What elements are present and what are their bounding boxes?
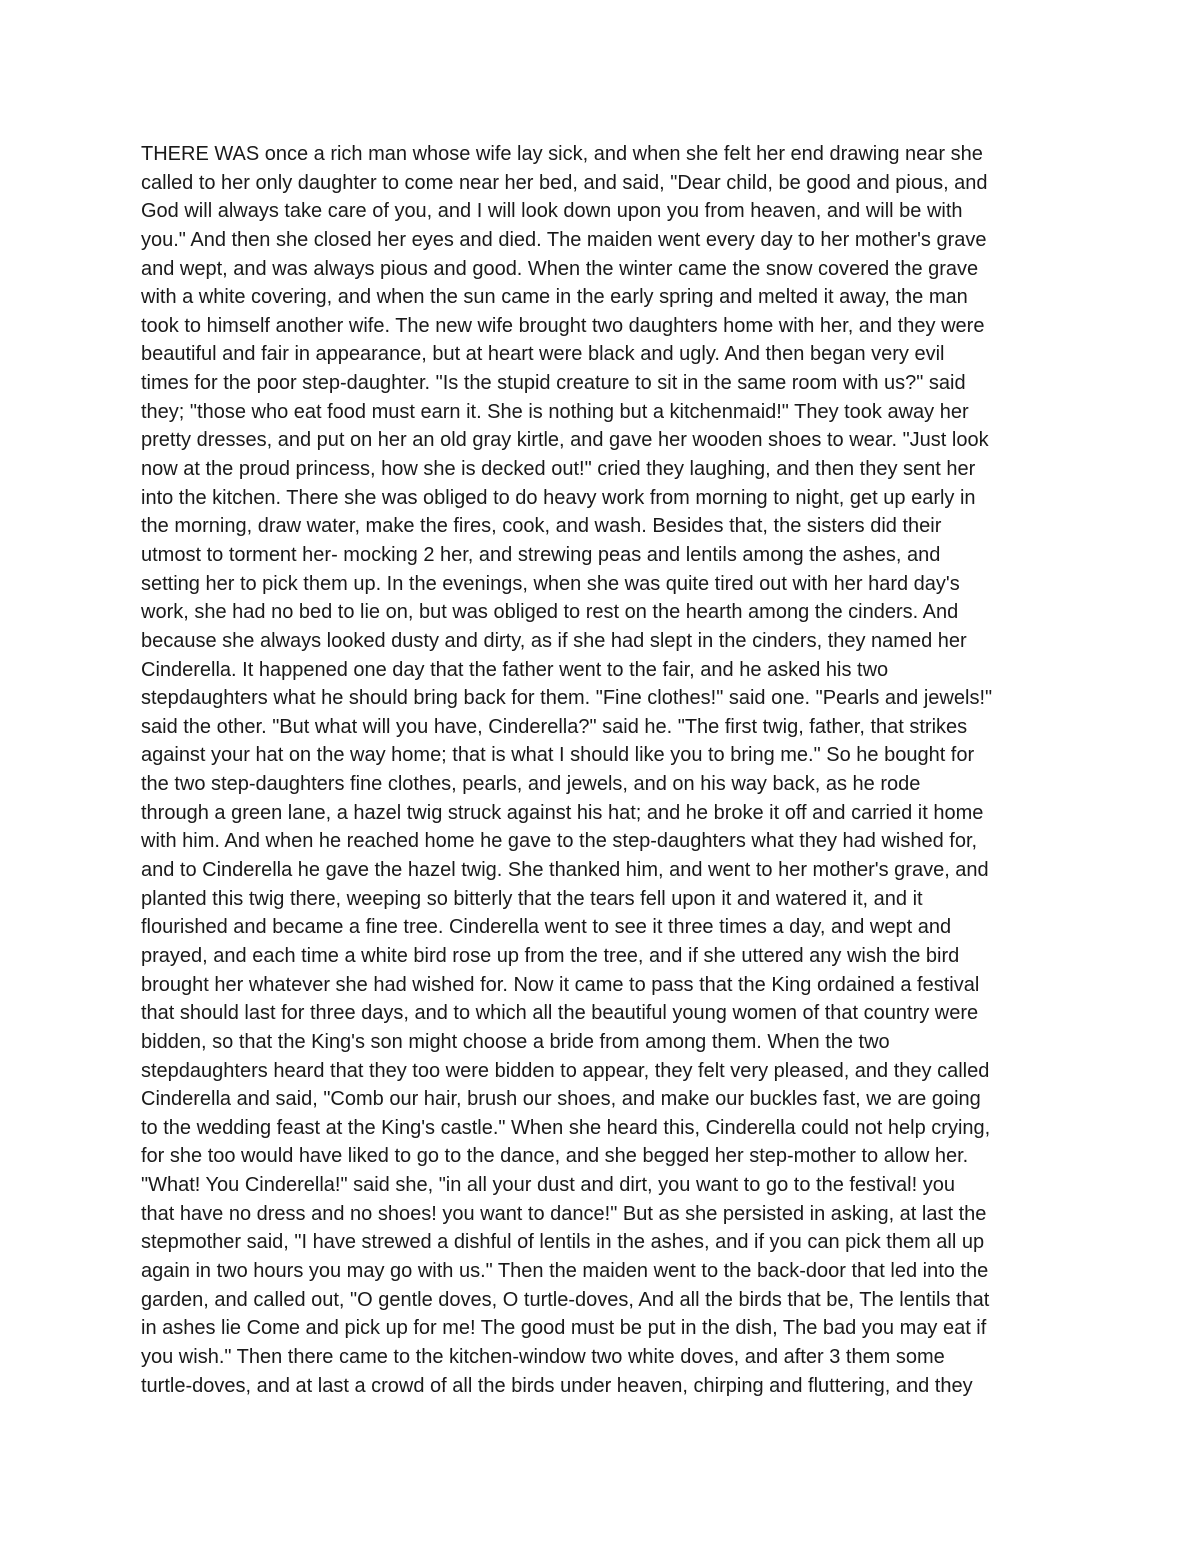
text-line: stepdaughters what he should bring back for them. "Fine clothes!" said one. "Pearls and jewels!" bbox=[141, 687, 993, 710]
text-line: work, she had no bed to lie on, but was obliged to rest on the hearth among the cinders. And bbox=[141, 601, 959, 624]
text-line: "What! You Cinderella!" said she, "in all your dust and dirt, you want to go to the festival! you bbox=[141, 1174, 955, 1197]
text-line: turtle-doves, and at last a crowd of all the birds under heaven, chirping and fluttering, and they bbox=[141, 1374, 973, 1397]
text-line: garden, and called out, "O gentle doves, O turtle-doves, And all the birds that be, The lentils that bbox=[141, 1288, 990, 1311]
text-line: Cinderella. It happened one day that the father went to the fair, and he asked his two bbox=[141, 658, 889, 681]
text-line: brought her whatever she had wished for. Now it came to pass that the King ordained a festival bbox=[141, 973, 980, 996]
text-line: into the kitchen. There she was obliged to do heavy work from morning to night, get up early in bbox=[141, 486, 976, 509]
text-line: you wish." Then there came to the kitchen-window two white doves, and after 3 them some bbox=[141, 1345, 945, 1368]
text-line: because she always looked dusty and dirty, as if she had slept in the cinders, they named her bbox=[141, 629, 967, 652]
text-line: the morning, draw water, make the fires, cook, and wash. Besides that, the sisters did their bbox=[141, 515, 942, 538]
text-line: bidden, so that the King's son might choose a bride from among them. When the two bbox=[141, 1030, 890, 1053]
text-line: called to her only daughter to come near her bed, and said, "Dear child, be good and pious, and bbox=[141, 171, 988, 194]
text-line: with him. And when he reached home he gave to the step-daughters what they had wished for, bbox=[141, 830, 978, 853]
text-line: pretty dresses, and put on her an old gray kirtle, and gave her wooden shoes to wear. "Just look bbox=[141, 429, 989, 452]
text-line: against your hat on the way home; that is what I should like you to bring me." So he bought for bbox=[141, 744, 975, 767]
text-line: said the other. "But what will you have, Cinderella?" said he. "The first twig, father, that strikes bbox=[141, 715, 968, 738]
text-line: flourished and became a fine tree. Cinderella went to see it three times a day, and wept and bbox=[141, 916, 952, 939]
text-line: prayed, and each time a white bird rose up from the tree, and if she uttered any wish the bird bbox=[141, 944, 960, 967]
text-line: the two step-daughters fine clothes, pearls, and jewels, and on his way back, as he rode bbox=[141, 773, 921, 796]
text-line: stepdaughters heard that they too were bidden to appear, they felt very pleased, and they called bbox=[141, 1059, 990, 1082]
text-line: that have no dress and no shoes! you want to dance!" But as she persisted in asking, at last the bbox=[141, 1202, 987, 1225]
text-line: and wept, and was always pious and good. When the winter came the snow covered the grave bbox=[141, 257, 979, 280]
text-line: for she too would have liked to go to the dance, and she begged her step-mother to allow her. bbox=[141, 1145, 969, 1168]
text-line: in ashes lie Come and pick up for me! The good must be put in the dish, The bad you may eat if bbox=[141, 1317, 987, 1340]
text-line: they; "those who eat food must earn it. She is nothing but a kitchenmaid!" They took away her bbox=[141, 400, 969, 423]
text-line: to the wedding feast at the King's castle." When she heard this, Cinderella could not help crying, bbox=[141, 1116, 991, 1139]
text-line: beautiful and fair in appearance, but at heart were black and ugly. And then began very evil bbox=[141, 343, 945, 366]
text-line: took to himself another wife. The new wife brought two daughters home with her, and they were bbox=[141, 314, 985, 337]
text-line: planted this twig there, weeping so bitterly that the tears fell upon it and watered it, and it bbox=[141, 887, 923, 910]
text-line: you." And then she closed her eyes and died. The maiden went every day to her mother's grave bbox=[141, 228, 987, 251]
text-line: that should last for three days, and to which all the beautiful young women of that country were bbox=[141, 1002, 979, 1025]
text-line: THERE WAS once a rich man whose wife lay sick, and when she felt her end drawing near she bbox=[141, 143, 983, 165]
body-text bbox=[141, 140, 1061, 1400]
text-line: setting her to pick them up. In the evenings, when she was quite tired out with her hard day's bbox=[141, 572, 960, 595]
text-line: through a green lane, a hazel twig struck against his hat; and he broke it off and carried it home bbox=[141, 801, 984, 824]
text-line: again in two hours you may go with us." Then the maiden went to the back-door that led into the bbox=[141, 1259, 989, 1282]
text-line: utmost to torment her- mocking 2 her, and strewing peas and lentils among the ashes, and bbox=[141, 543, 941, 566]
text-line: times for the poor step-daughter. "Is the stupid creature to sit in the same room with us?" said bbox=[141, 372, 966, 395]
text-line: Cinderella and said, "Comb our hair, brush our shoes, and make our buckles fast, we are going bbox=[141, 1088, 981, 1111]
text-line: stepmother said, "I have strewed a dishful of lentils in the ashes, and if you can pick them all up bbox=[141, 1231, 985, 1254]
text-line: and to Cinderella he gave the hazel twig. She thanked him, and went to her mother's grave, and bbox=[141, 859, 989, 882]
text-line: now at the proud princess, how she is decked out!" cried they laughing, and then they sent her bbox=[141, 458, 976, 481]
text-line: with a white covering, and when the sun came in the early spring and melted it away, the man bbox=[141, 286, 968, 309]
text-line: God will always take care of you, and I will look down upon you from heaven, and will be with bbox=[141, 200, 963, 223]
